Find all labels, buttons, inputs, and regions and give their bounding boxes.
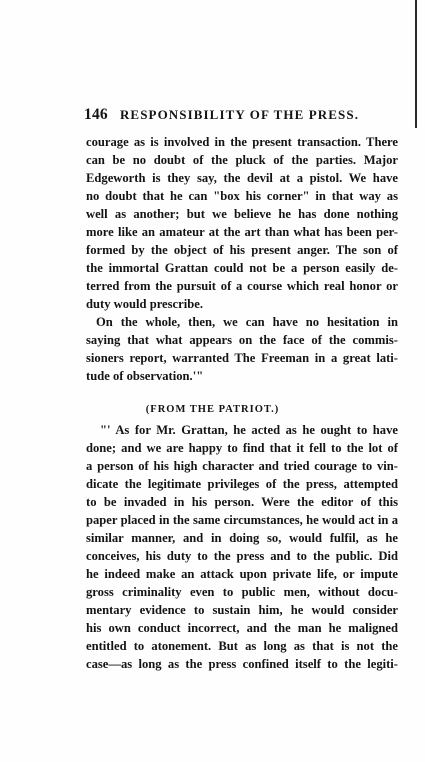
text-line: tude of observation.'" — [86, 369, 204, 383]
text-line: his own conduct incorrect, and the man he maligned — [86, 621, 398, 635]
text-line: well as another; but we believe he has done nothing — [86, 207, 398, 221]
text-line: done; and we are happy to find that it fell to the lot of — [86, 441, 398, 455]
paragraph-1 — [86, 133, 398, 313]
text-line: duty would prescribe. — [86, 297, 203, 311]
text-line: terred from the pursuit of a course which real honor or — [86, 279, 398, 293]
text-line: a person of his high character and tried courage to vin- — [86, 459, 398, 473]
paragraph-2 — [86, 313, 398, 385]
running-head: RESPONSIBILITY OF THE PRESS. — [119, 107, 360, 122]
text-line: the immortal Grattan could not be a person easily de- — [86, 261, 398, 275]
text-line: "' As for Mr. Grattan, he acted as he ought to have — [100, 423, 398, 437]
text-line: paper placed in the same circumstances, he would act in a — [86, 513, 398, 527]
text-line: On the whole, then, we can have no hesitation in — [96, 315, 398, 329]
text-line: more like an amateur at the art than what has been per- — [86, 225, 398, 239]
text-line: mentary evidence to sustain him, he would consider — [86, 603, 398, 617]
page-header — [84, 106, 384, 124]
text-line: conceives, his duty to the press and to the public. Did — [86, 549, 398, 563]
page-number: 146 — [84, 106, 108, 123]
text-line: courage as is involved in the present transaction. There — [86, 135, 398, 149]
text-line: case—as long as the press confined itself to the legiti- — [86, 657, 398, 671]
text-line: gross criminality even to public men, without docu- — [86, 585, 398, 599]
paragraph-3 — [86, 421, 398, 673]
section-heading: (FROM THE PATRIOT.) — [145, 404, 280, 415]
text-line: sioners report, warranted The Freeman in a great lati- — [86, 351, 398, 365]
text-line: Edgeworth is they say, the devil at a pistol. We have — [86, 171, 398, 185]
text-line: formed by the object of his present anger. The son of — [86, 243, 398, 257]
text-line: entitled to atonement. But as long as that is not the — [86, 639, 398, 653]
text-line: he indeed make an attack upon private life, or impute — [86, 567, 398, 581]
text-line: can be no doubt of the pluck of the parties. Major — [86, 153, 398, 167]
text-line: to be invaded in his person. Were the editor of this — [86, 495, 398, 509]
page-edge-rule — [415, 0, 417, 128]
text-line: similar manner, and in doing so, would fulfil, as he — [86, 531, 398, 545]
text-line: saying that what appears on the face of the commis- — [86, 333, 398, 347]
text-line: dicate the legitimate privileges of the press, attempted — [86, 477, 398, 491]
text-line: no doubt that he can "box his corner" in that way as — [86, 189, 398, 203]
